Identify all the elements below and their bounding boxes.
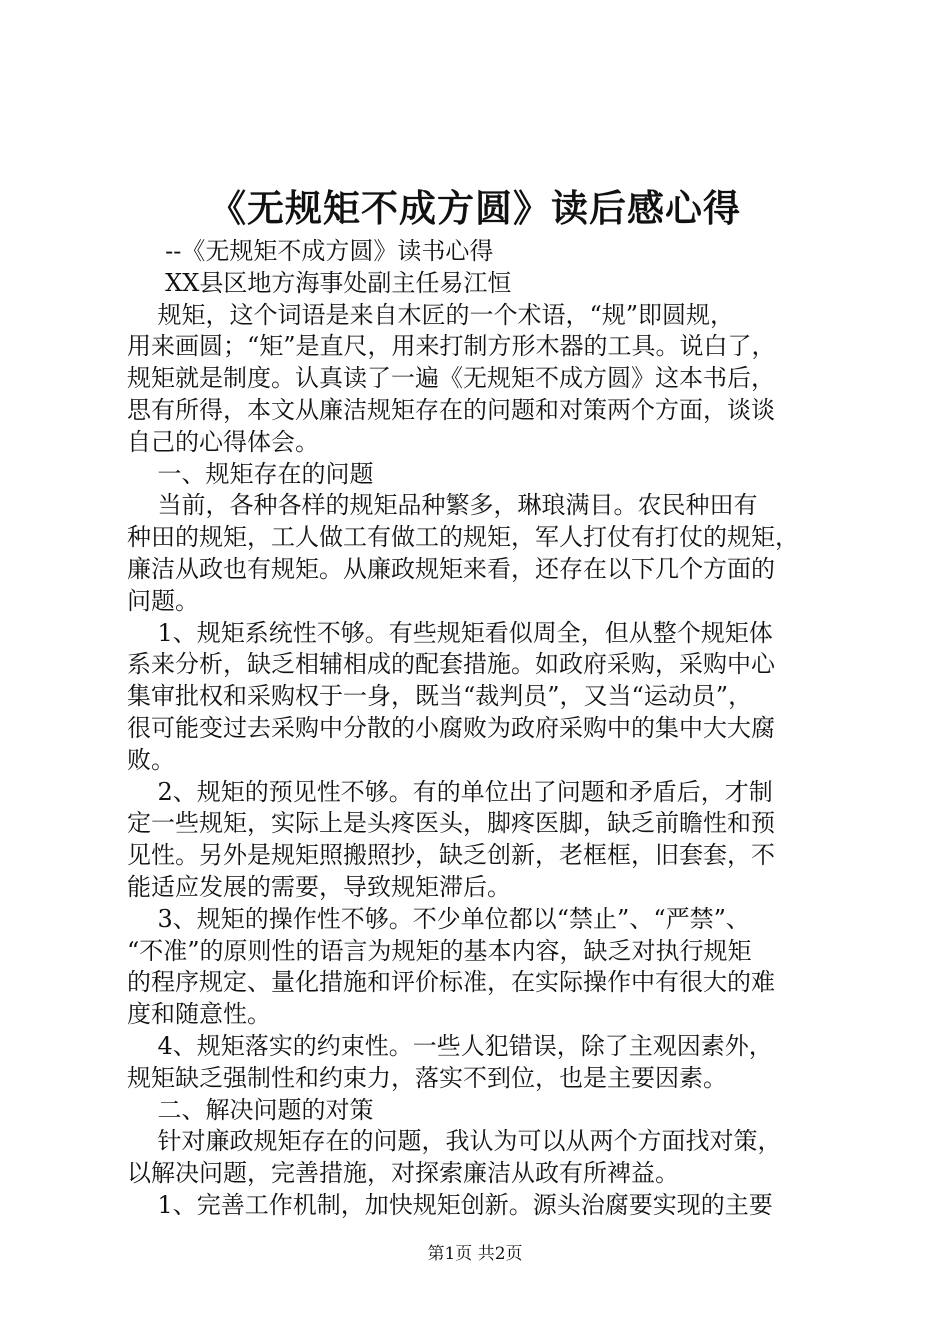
text-line: 见性。另外是规矩照搬照抄，缺乏创新，老框框，旧套套，不 (127, 841, 775, 870)
page-footer: 第1页 共2页 (427, 1244, 523, 1264)
text-line: 规矩就是制度。认真读了一遍《无规矩不成方圆》这本书后， (127, 364, 775, 393)
text-line: 3、规矩的操作性不够。不少单位都以“禁止”、“严禁”、 (127, 904, 750, 933)
document-title: 《无规矩不成方圆》读后感心得 (209, 186, 741, 230)
text-line: 度和随意性。 (127, 1000, 271, 1029)
text-line: 规矩，这个词语是来自木匠的一个术语，“规”即圆规， (127, 300, 735, 329)
text-line: 2、规矩的预见性不够。有的单位出了问题和矛盾后，才制 (127, 777, 773, 806)
text-line: 定一些规矩，实际上是头疼医头，脚疼医脚，缺乏前瞻性和预 (127, 809, 775, 838)
text-line: 败。 (127, 745, 175, 774)
text-line: 用来画圆；“矩”是直尺，用来打制方形木器的工具。说白了， (127, 332, 776, 361)
text-line: 系来分析，缺乏相辅相成的配套措施。如政府采购，采购中心 (127, 650, 775, 679)
text-line: 以解决问题，完善措施，对探索廉洁从政有所裨益。 (127, 1159, 679, 1188)
text-line: 种田的规矩，工人做工有做工的规矩，军人打仗有打仗的规矩， (127, 523, 799, 552)
text-line: 针对廉政规矩存在的问题，我认为可以从两个方面找对策， (127, 1127, 782, 1156)
text-line: 廉洁从政也有规矩。从廉政规矩来看，还存在以下几个方面的 (127, 554, 775, 583)
text-line: 很可能变过去采购中分散的小腐败为政府采购中的集中大大腐 (127, 713, 775, 742)
text-line: 4、规矩落实的约束性。一些人犯错误，除了主观因素外， (127, 1031, 773, 1060)
text-line: “不准”的原则性的语言为规矩的基本内容，缺乏对执行规矩 (127, 936, 752, 965)
text-line: 集审批权和采购权于一身，既当“裁判员”，又当“运动员”， (127, 682, 753, 711)
text-line: 问题。 (127, 586, 199, 615)
text-line: 规矩缺乏强制性和约束力，落实不到位，也是主要因素。 (127, 1063, 727, 1092)
text-line: 1、完善工作机制，加快规矩创新。源头治腐要实现的主要 (127, 1190, 773, 1219)
text-line: XX县区地方海事处副主任易江恒 (127, 268, 512, 297)
text-line: 能适应发展的需要，导致规矩滞后。 (127, 872, 511, 901)
text-line: 1、规矩系统性不够。有些规矩看似周全，但从整个规矩体 (127, 618, 773, 647)
document-body (127, 236, 832, 1222)
text-line: 自己的心得体会。 (127, 427, 319, 456)
text-line: 一、规矩存在的问题 (127, 459, 374, 488)
text-line: 思有所得，本文从廉洁规矩存在的问题和对策两个方面，谈谈 (127, 395, 775, 424)
text-line: --《无规矩不成方圆》读书心得 (127, 237, 494, 265)
text-line: 的程序规定、量化措施和评价标准，在实际操作中有很大的难 (127, 968, 775, 997)
text-line: 当前，各种各样的规矩品种繁多，琳琅满目。农民种田有 (127, 491, 758, 520)
text-line: 二、解决问题的对策 (127, 1095, 374, 1124)
